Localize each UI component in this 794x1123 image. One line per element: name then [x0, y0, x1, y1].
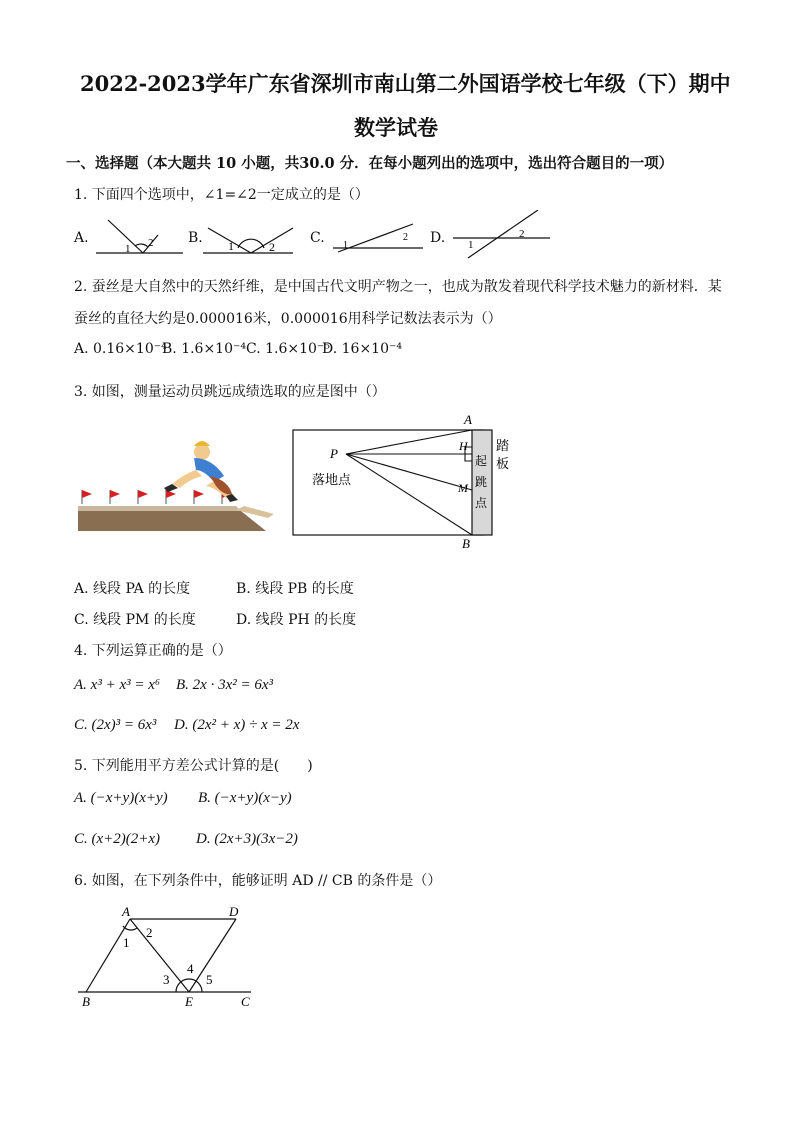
q2-option-c: C. 1.6×10⁻⁵	[246, 341, 330, 357]
q6-parallelogram-figure	[76, 904, 276, 1012]
diagram-point-h: H	[459, 439, 468, 453]
q3-option-b: B. 线段 PB 的长度	[236, 581, 354, 597]
diagram-point-m: M	[458, 481, 468, 495]
q4-option-a: A. x³ + x³ = x⁶	[74, 677, 161, 693]
diagram-board-char1: 踏	[496, 438, 510, 453]
q1-option-d-label: D.	[430, 230, 446, 246]
q6-point-b: B	[82, 994, 90, 1009]
diagram-point-p: P	[330, 446, 338, 461]
q6-point-e: E	[185, 994, 193, 1009]
q2-option-a: A. 0.16×10⁻⁴	[74, 341, 167, 357]
q1b-angle1: 1	[228, 239, 234, 253]
q1b-angle2: 2	[269, 240, 275, 254]
diagram-point-a: A	[464, 412, 472, 427]
q5-option-c: C. (x+2)(2+x)	[74, 831, 161, 847]
q6-angle-1: 1	[123, 935, 130, 950]
q3-option-a: A. 线段 PA 的长度	[74, 581, 191, 597]
q1-option-c-label: C.	[310, 230, 325, 246]
question-3-stem: 3. 如图，测量运动员跳远成绩选取的应是图中（）	[74, 384, 386, 400]
q4-option-c: C. (2x)³ = 6x³	[74, 717, 157, 733]
question-2-line1: 2. 蚕丝是大自然中的天然纤维，是中国古代文明产物之一，也成为散发着现代科学技术魅力的新材料．某	[74, 279, 722, 295]
diagram-point-b: B	[462, 536, 470, 551]
diagram-takeoff-char1: 起	[475, 454, 488, 468]
q2-option-d: D. 16×10⁻⁴	[322, 341, 402, 357]
q1c-angle2: 2	[403, 232, 408, 243]
q1c-angle1: 1	[343, 240, 348, 251]
diagram-landing-label: 落地点	[312, 472, 352, 487]
q4-option-b: B. 2x · 3x² = 6x³	[176, 677, 274, 693]
section-heading: 一、选择题（本大题共 10 小题，共30.0 分．在每小题列出的选项中，选出符合题目的一项）	[66, 155, 674, 172]
q5-option-b: B. (−x+y)(x−y)	[198, 790, 292, 806]
q6-angle-4: 4	[187, 961, 194, 976]
q6-point-a: A	[122, 904, 130, 919]
q6-angle-5: 5	[206, 972, 213, 987]
q1-option-a-label: A.	[74, 230, 89, 246]
q6-angle-3: 3	[163, 972, 170, 987]
q1d-angle2: 2	[519, 228, 525, 240]
long-jump-diagram	[290, 410, 522, 552]
q1-angle-figures	[88, 210, 568, 260]
q3-option-d: D. 线段 PH 的长度	[236, 612, 357, 628]
question-2-line2: 蚕丝的直径大约是0.000016米，0.000016用科学记数法表示为（）	[74, 311, 502, 327]
exam-title-line1: 2022-2023学年广东省深圳市南山第二外国语学校七年级（下）期中	[80, 71, 731, 96]
question-4-stem: 4. 下列运算正确的是（）	[74, 643, 232, 659]
q3-option-c: C. 线段 PM 的长度	[74, 612, 196, 628]
question-5-stem: 5. 下列能用平方差公式计算的是( )	[74, 758, 313, 774]
q4-option-d: D. (2x² + x) ÷ x = 2x	[174, 717, 300, 733]
q5-option-d: D. (2x+3)(3x−2)	[196, 831, 298, 847]
q1a-angle2: 2	[148, 237, 154, 249]
question-1-stem: 1. 下面四个选项中，∠1=∠2一定成立的是（）	[74, 187, 369, 203]
question-6-stem: 6. 如图，在下列条件中，能够证明 AD // CB 的条件是（）	[74, 873, 442, 889]
diagram-takeoff-char2: 跳	[475, 475, 488, 489]
q5-option-a: A. (−x+y)(x+y)	[74, 790, 168, 806]
exam-title-line2: 数学试卷	[354, 115, 438, 140]
long-jump-illustration	[76, 436, 276, 536]
diagram-board-char2: 板	[496, 456, 510, 471]
q6-angle-2: 2	[146, 925, 153, 940]
q1a-angle1: 1	[125, 243, 131, 255]
q6-point-c: C	[241, 994, 250, 1009]
diagram-takeoff-char3: 点	[475, 496, 488, 510]
q6-point-d: D	[229, 904, 239, 919]
q1d-angle1: 1	[468, 239, 474, 251]
q2-option-b: B. 1.6×10⁻⁴	[162, 341, 246, 357]
q1-option-b-label: B.	[188, 230, 203, 246]
